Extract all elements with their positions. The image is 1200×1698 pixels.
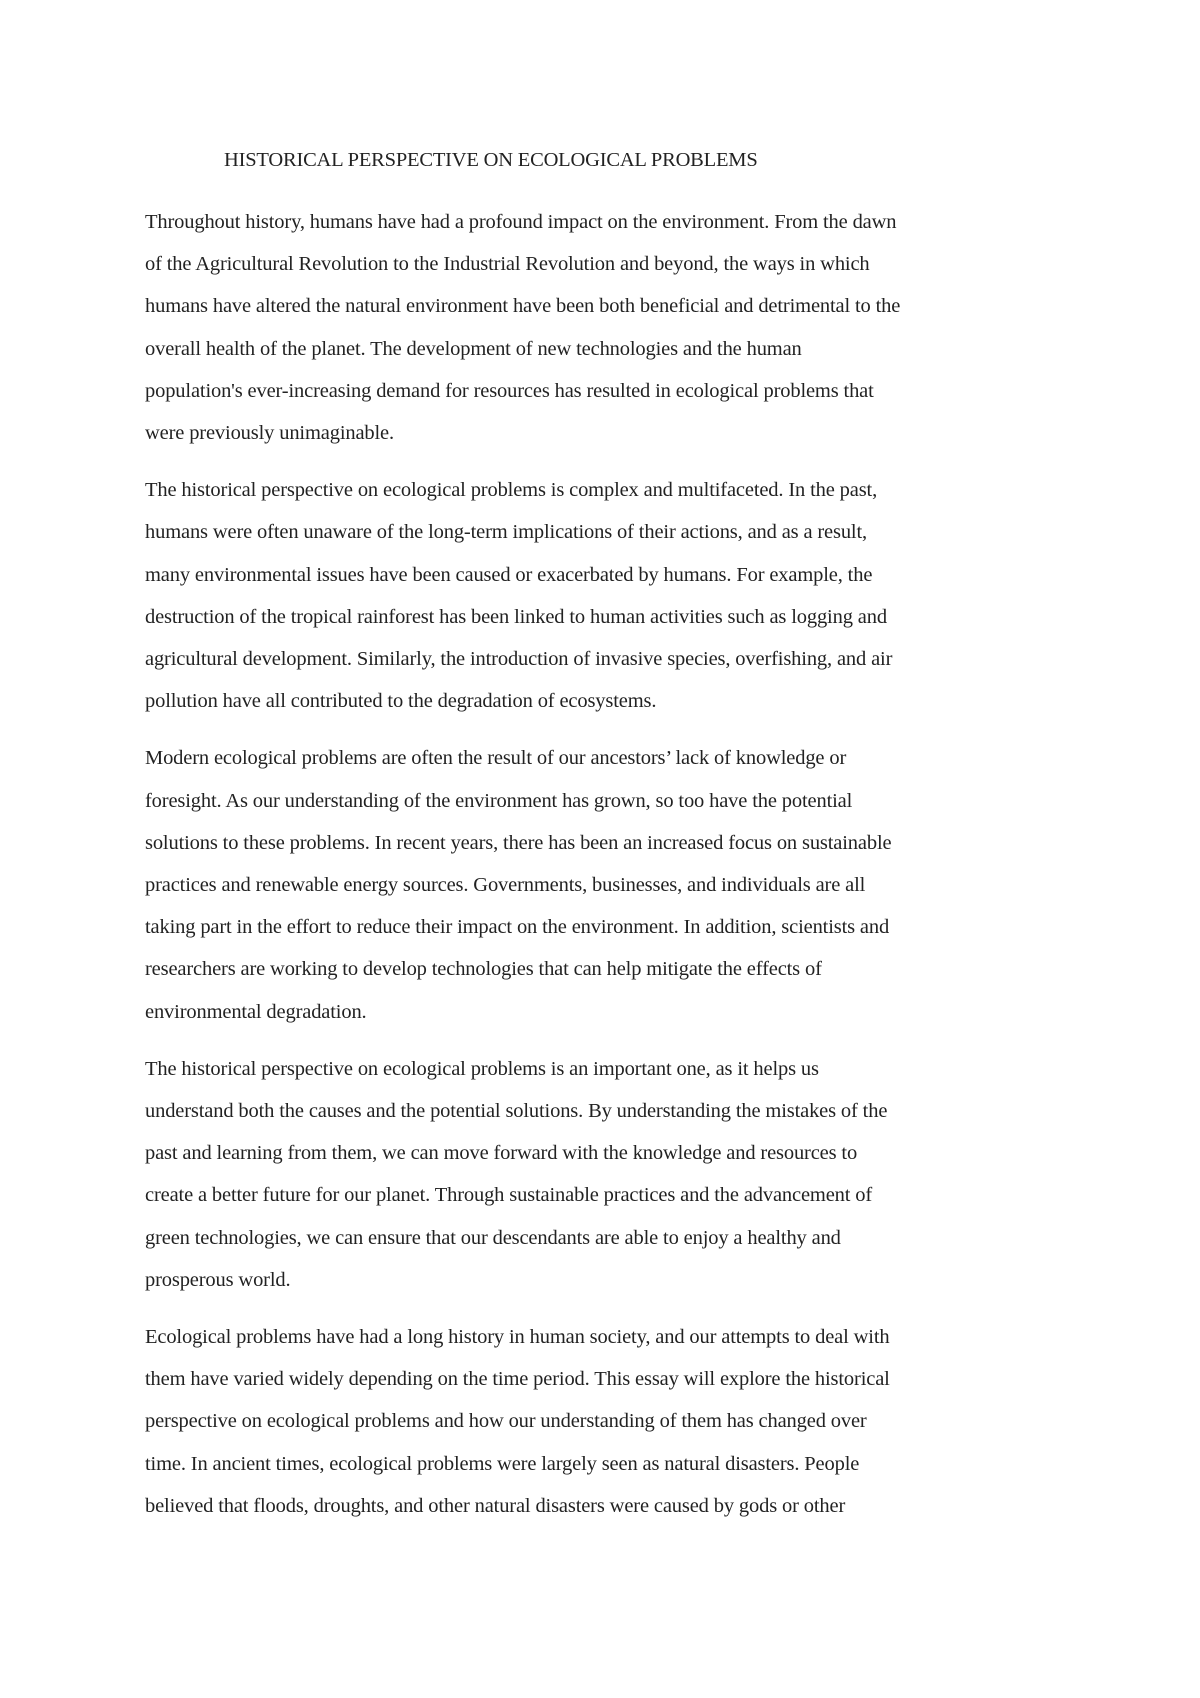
text-line: Ecological problems have had a long history in human society, and our attempts to deal with (145, 1326, 890, 1349)
paragraph-1 (145, 201, 1070, 454)
text-line: past and learning from them, we can move forward with the knowledge and resources to (145, 1142, 858, 1165)
text-line: solutions to these problems. In recent years, there has been an increased focus on sustainable (145, 831, 892, 854)
text-line: environmental degradation. (145, 1000, 367, 1023)
text-line: foresight. As our understanding of the environment has grown, so too have the potential (145, 789, 853, 812)
text-line: The historical perspective on ecological problems is an important one, as it helps us (145, 1057, 819, 1080)
text-line: green technologies, we can ensure that our descendants are able to enjoy a healthy and (145, 1226, 841, 1249)
text-line: create a better future for our planet. Through sustainable practices and the advancement of (145, 1184, 873, 1207)
text-line: humans have altered the natural environment have been both beneficial and detrimental to the (145, 295, 901, 318)
text-line: time. In ancient times, ecological problems were largely seen as natural disasters. People (145, 1452, 860, 1475)
text-line: perspective on ecological problems and how our understanding of them has changed over (145, 1410, 867, 1433)
paragraph-5 (145, 1316, 1070, 1527)
paragraph-2 (145, 469, 1070, 722)
text-line: Throughout history, humans have had a profound impact on the environment. From the dawn (145, 211, 897, 233)
paragraph-4 (145, 1048, 1070, 1301)
text-line: overall health of the planet. The development of new technologies and the human (145, 337, 802, 360)
document-title: HISTORICAL PERSPECTIVE ON ECOLOGICAL PROBLEMS (224, 149, 758, 171)
text-line: of the Agricultural Revolution to the Industrial Revolution and beyond, the ways in which (145, 253, 870, 276)
text-line: researchers are working to develop technologies that can help mitigate the effects of (145, 958, 822, 981)
text-line: Modern ecological problems are often the result of our ancestors’ lack of knowledge or (145, 747, 847, 770)
text-line: them have varied widely depending on the time period. This essay will explore the historical (145, 1368, 890, 1391)
text-line: The historical perspective on ecological problems is complex and multifaceted. In the past, (145, 479, 878, 502)
document-body (145, 201, 1070, 1542)
text-line: population's ever-increasing demand for resources has resulted in ecological problems that (145, 379, 874, 402)
text-line: believed that floods, droughts, and other natural disasters were caused by gods or other (145, 1494, 846, 1517)
text-line: were previously unimaginable. (145, 422, 394, 445)
text-line: agricultural development. Similarly, the introduction of invasive species, overfishing, and air (145, 648, 893, 671)
text-line: understand both the causes and the potential solutions. By understanding the mistakes of the (145, 1100, 888, 1123)
text-line: prosperous world. (145, 1268, 291, 1291)
text-line: pollution have all contributed to the degradation of ecosystems. (145, 690, 657, 713)
text-line: destruction of the tropical rainforest has been linked to human activities such as logging and (145, 605, 887, 628)
text-line: many environmental issues have been caused or exacerbated by humans. For example, the (145, 563, 873, 586)
text-line: practices and renewable energy sources. Governments, businesses, and individuals are all (145, 874, 866, 897)
text-line: humans were often unaware of the long-term implications of their actions, and as a result, (145, 521, 867, 544)
paragraph-3 (145, 737, 1070, 1032)
text-line: taking part in the effort to reduce their impact on the environment. In addition, scientists and (145, 916, 890, 939)
